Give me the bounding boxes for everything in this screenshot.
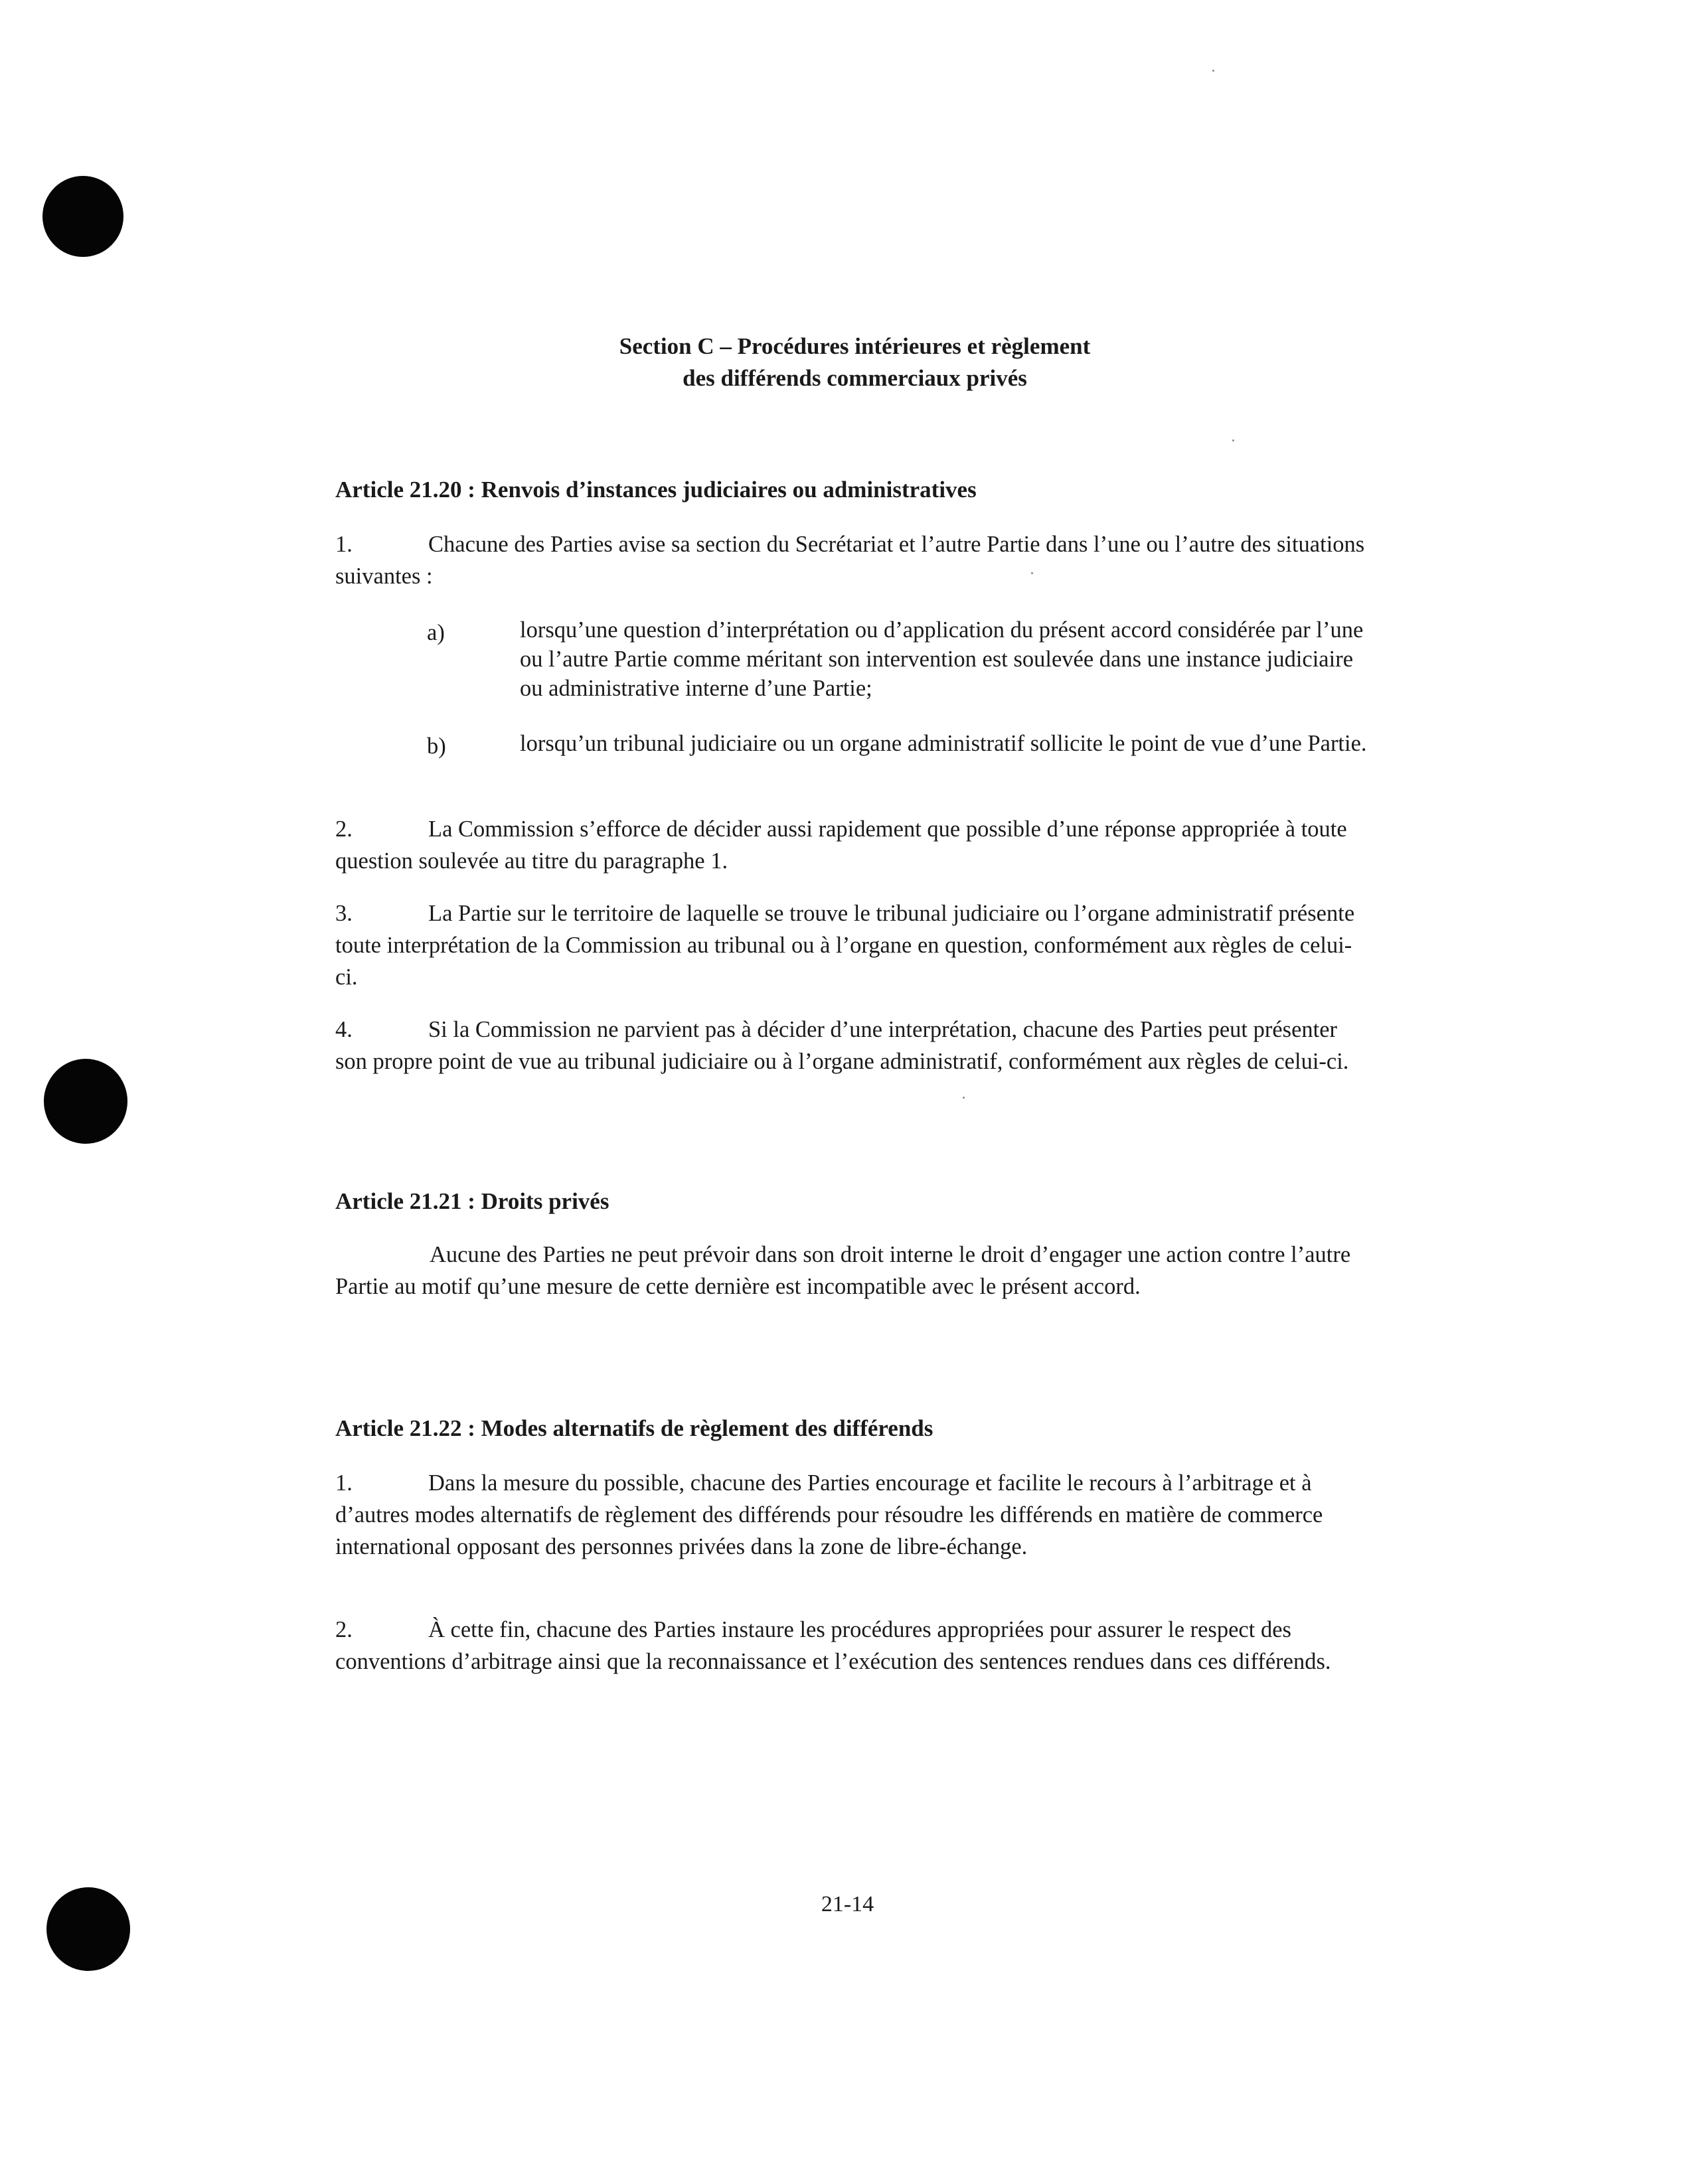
article-21-20-paragraph-1 (335, 528, 1371, 592)
article-21-20-heading: Article 21.20 : Renvois d’instances judiciaires ou administratives (335, 477, 977, 503)
article-21-22-paragraph-1 (335, 1467, 1371, 1563)
article-21-20-paragraph-4 (335, 1014, 1371, 1077)
paragraph-text: Dans la mesure du possible, chacune des Parties encourage et facilite le recours à l’arbitrage et à d’autres modes alternatifs de règlement des différends pour résoudre les différends en matière de commerce international opposant des personnes privées dans la zone de libre-échange. (335, 1470, 1323, 1559)
article-21-20-item-a (427, 615, 1370, 703)
paragraph-number: 4. (335, 1017, 353, 1042)
section-title-line-2: des différends commerciaux privés (683, 365, 1027, 391)
article-21-22-heading: Article 21.22 : Modes alternatifs de règlement des différends (335, 1415, 933, 1441)
article-21-20-paragraph-3 (335, 897, 1371, 993)
article-21-20-item-b (427, 729, 1370, 758)
article-21-20-paragraph-2 (335, 813, 1371, 877)
paragraph-text: Chacune des Parties avise sa section du Secrétariat et l’autre Partie dans l’une ou l’autre des situations suivantes : (335, 532, 1365, 589)
scan-speck (1212, 70, 1214, 72)
paragraph-text: La Partie sur le territoire de laquelle se trouve le tribunal judiciaire ou l’organe administratif présente toute interprétation de la Commission au tribunal ou à l’organe en question, conformément aux règles de celui-ci. (335, 901, 1355, 990)
section-title (335, 331, 1374, 394)
section-title-line-1: Section C – Procédures intérieures et règlement (619, 333, 1091, 359)
scan-speck (1232, 439, 1234, 441)
paragraph-number: 2. (335, 1617, 353, 1642)
paragraph-text: À cette fin, chacune des Parties instaure les procédures appropriées pour assurer le respect des conventions d’arbitrage ainsi que la reconnaissance et l’exécution des sentences rendues dans ces différends. (335, 1617, 1331, 1674)
paragraph-number: 2. (335, 817, 353, 842)
paragraph-text: La Commission s’efforce de décider aussi rapidement que possible d’une réponse appropriée à toute question soulevée au titre du paragraphe 1. (335, 817, 1347, 874)
article-21-22-paragraph-2 (335, 1614, 1371, 1677)
paragraph-number: 1. (335, 1470, 353, 1496)
paragraph-text: Aucune des Parties ne peut prévoir dans son droit interne le droit d’engager une action contre l’autre Partie au motif qu’une mesure de cette dernière est incompatible avec le présent accord. (335, 1242, 1351, 1299)
item-letter: b) (427, 734, 446, 759)
paragraph-text: Si la Commission ne parvient pas à décider d’une interprétation, chacune des Parties peut présenter son propre point de vue au tribunal judiciaire ou à l’organe administratif, conformément aux règles de celui-ci. (335, 1017, 1349, 1074)
paragraph-number: 3. (335, 901, 353, 926)
page-number: 21-14 (821, 1892, 874, 1916)
article-21-21-paragraph (335, 1239, 1371, 1302)
punch-hole-top (42, 176, 123, 257)
scan-speck (963, 1097, 965, 1099)
item-text: lorsqu’une question d’interprétation ou d’application du présent accord considérée par l’une ou l’autre Partie comme méritant son intervention est soulevée dans une instance judiciaire ou administrative interne d’une Partie; (520, 617, 1364, 701)
paragraph-number: 1. (335, 532, 353, 557)
item-letter: a) (427, 620, 445, 645)
item-text: lorsqu’un tribunal judiciaire ou un organe administratif sollicite le point de vue d’une Partie. (520, 731, 1367, 756)
punch-hole-middle (44, 1059, 127, 1144)
article-21-21-heading: Article 21.21 : Droits privés (335, 1188, 609, 1214)
